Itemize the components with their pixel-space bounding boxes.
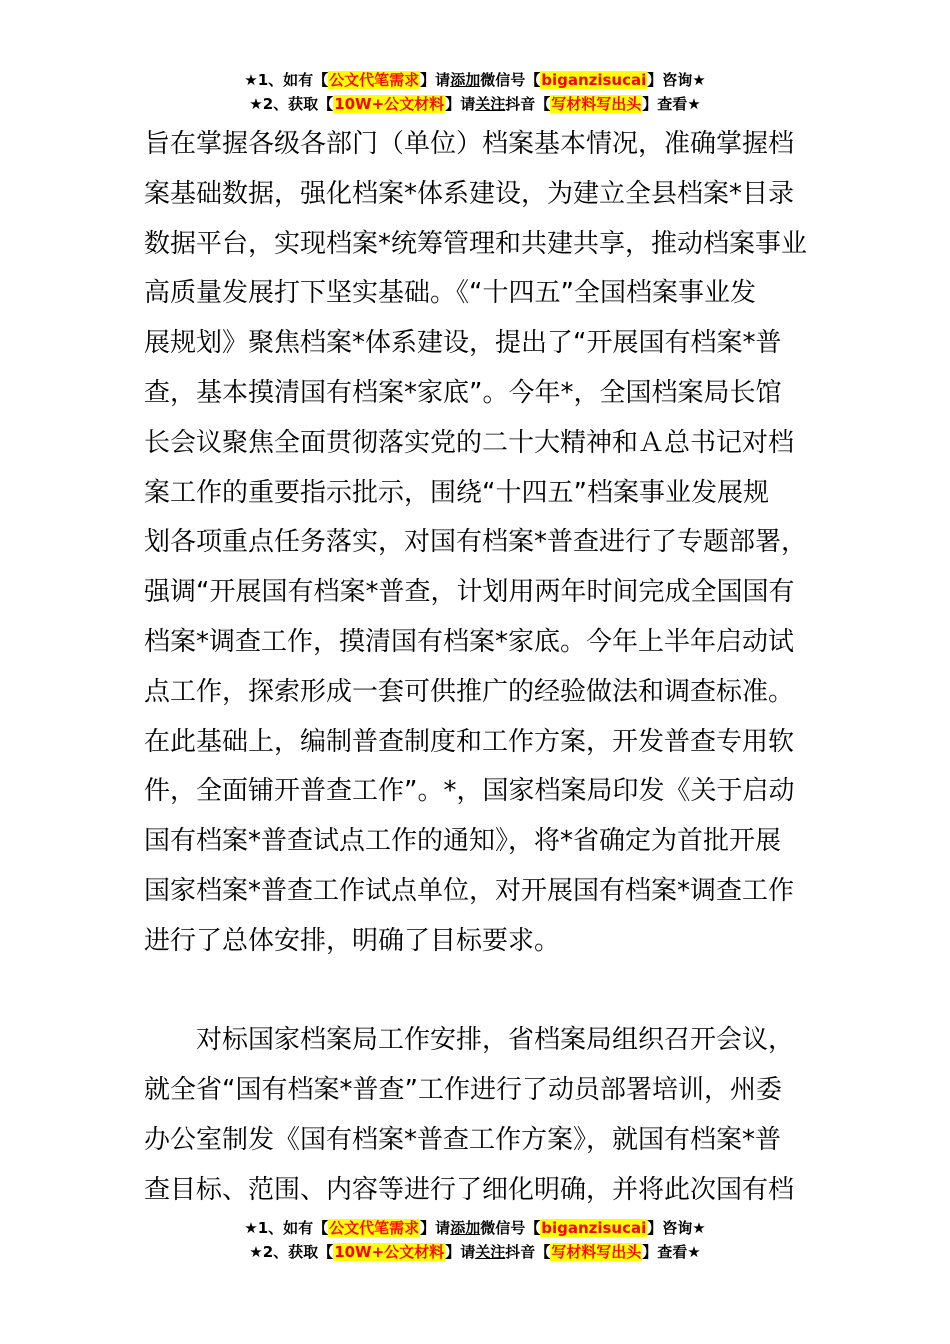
text-line: 对标国家档案局工作安排，省档案局组织召开会议，: [196, 1025, 795, 1056]
footer-promo-banner: [0, 1216, 950, 1264]
text-line: 长会议聚焦全面贯彻落实党的二十大精神和Ａ总书记对档: [144, 427, 795, 458]
promo-underlined-text: 关注: [475, 95, 506, 113]
promo-line-2: [0, 92, 950, 116]
promo-text: 抖音【: [505, 95, 551, 113]
text-line: 国家档案*普查工作试点单位，对开展国有档案*调查工作: [144, 875, 795, 906]
text-line: 强调“开展国有档案*普查，计划用两年时间完成全国国有: [144, 577, 795, 608]
text-line: 查目标、范围、内容等进行了细化明确，并将此次国有档: [144, 1174, 795, 1205]
text-line: 高质量发展打下坚实基础。《“十四五”全国档案事业发: [144, 278, 756, 309]
promo-wechat-id: biganzisucai: [541, 1219, 647, 1237]
promo-underlined-text: 添加: [450, 71, 481, 89]
paragraph-2: [144, 1016, 816, 1215]
promo-line-2: [0, 1240, 950, 1264]
text-line: 查，基本摸清国有档案*家底”。今年*，全国档案局长馆: [144, 377, 782, 408]
promo-text: 】请: [445, 1243, 476, 1261]
promo-line-1: [0, 68, 950, 92]
promo-text: 】请: [420, 71, 451, 89]
promo-text: 】咨询★: [647, 1219, 706, 1237]
text-line: 办公室制发《国有档案*普查工作方案》，就国有档案*普: [144, 1124, 782, 1155]
promo-text: 微信号【: [480, 1219, 541, 1237]
promo-text: 】查看★: [642, 1243, 701, 1261]
promo-text: 】咨询★: [647, 71, 706, 89]
header-promo-banner: [0, 68, 950, 116]
promo-underlined-text: 添加: [450, 1219, 481, 1237]
text-line: 档案*调查工作，摸清国有档案*家底。今年上半年启动试: [144, 626, 795, 657]
promo-text: ★1、如有【: [244, 71, 329, 89]
promo-text: ★2、获取【: [249, 95, 334, 113]
text-line: 点工作，探索形成一套可供推广的经验做法和调查标准。: [144, 676, 795, 707]
promo-text: 】查看★: [642, 95, 701, 113]
promo-text: 】请: [420, 1219, 451, 1237]
text-line: 案工作的重要指示批示，围绕“十四五”档案事业发展规: [144, 477, 769, 508]
text-line: 国有档案*普查试点工作的通知》，将*省确定为首批开展: [144, 826, 782, 857]
promo-highlight: 公文代笔需求: [329, 1219, 420, 1237]
promo-douyin-account: 写材料写出头: [551, 1243, 642, 1261]
promo-text: ★2、获取【: [249, 1243, 334, 1261]
text-line: 案基础数据，强化档案*体系建设，为建立全县档案*目录: [144, 178, 795, 209]
paragraph-1: [144, 120, 816, 967]
promo-text: 】请: [445, 95, 476, 113]
promo-highlight: 10W+公文材料: [334, 95, 445, 113]
text-line: 进行了总体安排，明确了目标要求。: [144, 925, 561, 956]
text-line: 在此基础上，编制普查制度和工作方案，开发普查专用软: [144, 726, 795, 757]
promo-text: 抖音【: [505, 1243, 551, 1261]
promo-text: ★1、如有【: [244, 1219, 329, 1237]
text-line: 划各项重点任务落实，对国有档案*普查进行了专题部署，: [144, 527, 808, 558]
paragraph-gap: [144, 967, 816, 1017]
text-line: 旨在掌握各级各部门（单位）档案基本情况，准确掌握档: [144, 129, 795, 159]
text-line: 展规划》聚焦档案*体系建设，提出了“开展国有档案*普: [144, 328, 782, 359]
promo-highlight: 10W+公文材料: [334, 1243, 445, 1261]
text-line: 数据平台，实现档案*统筹管理和共建共享，推动档案事业: [144, 228, 808, 259]
promo-text: 微信号【: [480, 71, 541, 89]
promo-underlined-text: 关注: [475, 1243, 506, 1261]
promo-highlight: 公文代笔需求: [329, 71, 420, 89]
text-line: 件，全面铺开普查工作”。*，国家档案局印发《关于启动: [144, 776, 795, 807]
text-line: 就全省“国有档案*普查”工作进行了动员部署培训，州委: [144, 1075, 782, 1106]
promo-line-1: [0, 1216, 950, 1240]
promo-douyin-account: 写材料写出头: [551, 95, 642, 113]
promo-wechat-id: biganzisucai: [541, 71, 647, 89]
document-body: [144, 120, 816, 1216]
